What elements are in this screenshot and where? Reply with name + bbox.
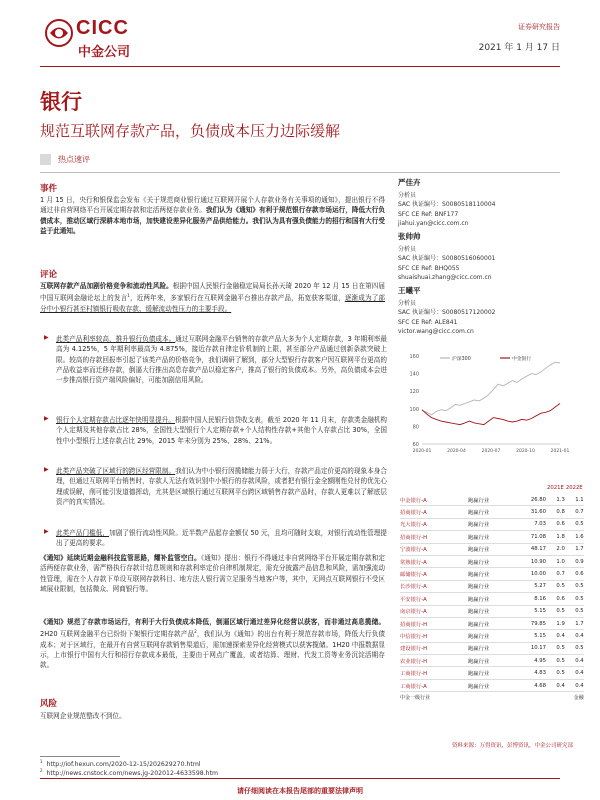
report-date: 2021 年 1 月 17 日: [478, 43, 560, 53]
analyst-sac: SAC 执证编号：S0080516060001: [398, 255, 496, 262]
table-cell: 0.5: [565, 518, 584, 530]
comment-paragraph-2: [40, 553, 385, 594]
table-cell: 跑赢行业: [468, 617, 522, 629]
table-cell: 71.08: [522, 531, 546, 543]
event-conclusion: 我们认为《通知》有利于规范银行存款市场运行，降低大行负债成本，推动区域行深耕本地市场，加快建设差异化服务产品供给能力。我们认为具有强负债能力的招行和国有大行受益于此通知。: [40, 206, 386, 235]
table-cell: 0.4: [546, 630, 565, 642]
x-tick-label: 2021-01: [550, 449, 570, 454]
comment-p1-text2: ，近两年来，多家银行在互联网金融平台推出存款产品，拓宽获客渠道，: [129, 294, 345, 303]
table-cell: 10.00: [522, 568, 546, 580]
table-cell: 0.4: [565, 655, 584, 667]
table-cell: 0.5: [565, 580, 584, 592]
bullet-lead: 此类产品利率较高，推升银行负债成本。: [56, 335, 176, 343]
tag-marker: [40, 154, 51, 165]
bullet-lead: 银行个人定期存款占比逐年快明显提升。: [56, 416, 175, 424]
table-cell[interactable]: 中信银行-H: [400, 630, 468, 642]
comment-p3-text2: ，我们认为《通知》的出台有利于规范存款市场，降低大行负债成本；对于区域行，在最开有自营互联网存款销售渠道后，需加速探索差异化经营模式以获客揽储。1H20 中报数据显示，上市银行中国有大行和招行存款成本最低，主要由于网点广覆盖，或者结算、理财、代发工资等业务沉淀活期存款。: [40, 630, 386, 670]
comment-p1-text: 根据中国人民银行金融稳定局局长孙天琦 2020 年 12 月 15 日在第四届中国互联网金融论坛上的发言: [40, 282, 385, 303]
triangle-bullet-icon: ▶: [44, 528, 49, 535]
table-cell: 1.3: [546, 494, 565, 506]
comment-title: 评论: [40, 270, 58, 280]
table-row: [400, 580, 584, 592]
table-cell[interactable]: 建设银行-H: [400, 642, 468, 654]
footnote-link[interactable]: http://iof.hexun.com/2020-12-15/202629270.html: [46, 761, 201, 769]
report-tag: 热点速评: [58, 155, 90, 164]
table-cell: 8.16: [522, 593, 546, 605]
analyst-sfc: SFC CE Ref: BHQ055: [398, 264, 460, 272]
bullet-lead: 此类产品突破了区域行的跨区经营限制。: [56, 467, 176, 475]
performance-chart: [400, 348, 570, 460]
event-title: 事件: [40, 184, 58, 194]
y-tick-label: 120: [409, 389, 419, 396]
table-cell: 0.9: [565, 555, 584, 567]
table-row: [400, 494, 584, 506]
table-cell[interactable]: 工商银行-H: [400, 667, 468, 679]
analyst-sac: SAC 执证编号：S0080518110004: [398, 201, 496, 208]
table-row: [400, 555, 584, 567]
table-cell[interactable]: 工商银行-A: [400, 679, 468, 691]
analyst-name: 王曦平: [398, 286, 421, 295]
table-cell: 跑赢行业: [468, 630, 522, 642]
table-cell: 0.7: [546, 568, 565, 580]
table-row: [400, 667, 584, 679]
table-cell: 7.03: [522, 518, 546, 530]
table-cell: 1.6: [565, 531, 584, 543]
table-header: [522, 482, 546, 494]
legal-disclaimer: 请仔细阅读在本报告尾部的重要法律声明: [237, 787, 363, 795]
table-cell: 1.0: [546, 555, 565, 567]
table-cell[interactable]: 邮储银行-A: [400, 568, 468, 580]
analyst-role: 分析员: [398, 245, 417, 253]
report-type: 证券研究报告: [518, 23, 560, 31]
table-cell: 0.4: [565, 630, 584, 642]
cicc-logo: [44, 14, 184, 60]
bullet-item: [44, 334, 387, 385]
comment-p2-lead: 《通知》延续近期金融科技监管思路，耀补监管空白。: [40, 554, 201, 562]
table-cell: 跑赢行业: [468, 593, 522, 605]
table-cell: 跑赢行业: [468, 555, 522, 567]
bullet-text: 通过互联网金融平台销售的存款产品大多为个人定期存款，3 年期利率最高为 4.125%，5 年期利率最高为 4.875%，接近存款自律定价机制的上限，甚至部分产品通过创新条款突破上限。较高的存款回报率引起了该类产品的价格竞争，我们调研了解到，部分大型银行存款客户因互联网平台更高的产品收益率而迁移存款，倒逼大行推出高息存款产品以稳定客户，推高了银行的负债成本。另外，高负债成本会进一步推高银行资产端风险偏好，可能加剧信用风险。: [56, 335, 387, 385]
table-header: 2021E: [547, 485, 564, 491]
chart-axes: [409, 354, 569, 454]
table-cell: 0.4: [546, 679, 565, 691]
table-cell: 31.60: [522, 506, 546, 518]
y-tick-label: 100: [409, 406, 419, 413]
footer-divider: [40, 778, 560, 779]
table-row: [400, 531, 584, 543]
table-cell: 79.85: [522, 617, 546, 629]
table-cell: 跑赢行业: [468, 506, 522, 518]
table-source: 资料来源：万得资讯，彭博资讯，中金公司研究部: [452, 743, 574, 749]
table-cell: 2.0: [546, 543, 565, 555]
x-tick-label: 2020-04: [447, 449, 466, 454]
comment-paragraph-3: [40, 617, 385, 671]
comment-paragraph-1: [40, 281, 385, 314]
table-note-sector: 金融: [573, 695, 584, 702]
table-cell[interactable]: 招商银行-H: [400, 617, 468, 629]
table-cell: 0.5: [546, 667, 565, 679]
table-row: [400, 605, 584, 617]
table-cell[interactable]: 平安银行-A: [400, 593, 468, 605]
footnote-1: [40, 759, 201, 768]
x-tick-label: 2020-10: [516, 449, 535, 454]
tag-divider: [40, 172, 560, 173]
header-divider: [40, 66, 560, 67]
table-header: [400, 482, 468, 494]
table-cell: 4.68: [522, 679, 546, 691]
comment-p1-lead: 互联网存款产品加剧价格竞争和流动性风险。: [40, 282, 173, 290]
table-cell[interactable]: 宁波银行-A: [400, 543, 468, 555]
table-cell: 跑赢行业: [468, 655, 522, 667]
footnote-2: [40, 768, 218, 777]
sector-title: 银行: [40, 90, 82, 114]
table-row: [400, 655, 584, 667]
table-row: [400, 617, 584, 629]
bullet-item: [44, 415, 387, 446]
x-tick-label: 2020-07: [481, 449, 501, 454]
table-row: [400, 630, 584, 642]
table-cell: 0.5: [546, 642, 565, 654]
triangle-bullet-icon: ▶: [44, 466, 49, 473]
table-cell[interactable]: 招商银行-H: [400, 531, 468, 543]
table-cell: 0.5: [565, 642, 584, 654]
table-cell: 48.17: [522, 543, 546, 555]
footnote-link[interactable]: http://news.cnstock.com/news,jg-202012-4633598.htm: [46, 770, 219, 778]
report-headline: 规范互联网存款产品，负债成本压力边际缓解: [40, 122, 341, 140]
table-cell: 0.5: [546, 580, 565, 592]
table-cell: 4.83: [522, 667, 546, 679]
y-tick-label: 140: [409, 371, 419, 378]
legend-label: 沪深300: [452, 357, 471, 362]
footnote-number: 1: [40, 759, 43, 764]
table-cell: 跑赢行业: [468, 494, 522, 506]
analyst-name: 严佳卉: [398, 178, 421, 187]
cicc-logo-icon: [44, 18, 74, 48]
table-cell: 1.9: [546, 617, 565, 629]
table-cell: 0.6: [565, 568, 584, 580]
series-line: [422, 404, 560, 425]
table-cell: 跑赢行业: [468, 543, 522, 555]
event-text: 1 月 15 日，央行和银保监会发布《关于规范商业银行通过互联网开展个人存款业务有关事项的通知》，提出银行不得通过非自营网络平台开展定期存款和定活两便存款业务。: [40, 196, 385, 215]
table-cell: 0.6: [546, 593, 565, 605]
table-cell: 0.8: [546, 506, 565, 518]
y-tick-label: 160: [409, 354, 419, 360]
risk-title: 风险: [40, 699, 58, 709]
analyst-sfc: SFC CE Ref: ALE841: [398, 318, 458, 326]
analyst-email[interactable]: victor.wang@cicc.com.cn: [398, 328, 474, 335]
table-cell[interactable]: 农业银行-H: [400, 655, 468, 667]
logo-text-en: CICC: [76, 17, 129, 39]
bullet-item: [44, 466, 387, 507]
table-cell: 5.15: [522, 605, 546, 617]
table-row: [400, 518, 584, 530]
table-cell: 跑赢行业: [468, 679, 522, 691]
table-cell: 1.1: [565, 494, 584, 506]
table-cell: 跑赢行业: [468, 642, 522, 654]
analyst-card: [398, 286, 495, 337]
coverage-table: [400, 482, 584, 704]
table-cell: 0.6: [546, 518, 565, 530]
bullet-text: 根据中国人民银行信贷收支表，截至 2020 年 11 月末，存款类金融机构个人定期及其他存款占比 28%，全国性大型银行个人定期存款+个人结构性存款+其他个人存款占比 30%，全国性中小型银行上述存款占比 29%，2015 年末分别为 25%、28%、21%。: [56, 416, 388, 445]
analyst-card: [398, 232, 495, 283]
table-row: [400, 593, 584, 605]
table-cell: 跑赢行业: [468, 605, 522, 617]
x-tick-label: 2020-01: [412, 449, 432, 454]
table-cell: 跑赢行业: [468, 518, 522, 530]
table-row: [400, 642, 584, 654]
table-cell: 5.27: [522, 580, 546, 592]
table-cell: 跑赢行业: [468, 568, 522, 580]
analyst-name: 张帅帅: [398, 232, 421, 241]
table-cell: 0.5: [565, 605, 584, 617]
triangle-bullet-icon: ▶: [44, 334, 49, 341]
analyst-email[interactable]: shuaishuai.zhang@cicc.com.cn: [398, 274, 492, 281]
bullet-lead: 此类产品门槛低，: [56, 529, 110, 537]
chart-legend: [440, 355, 531, 362]
table-cell: 1.7: [565, 617, 584, 629]
footnote-number: 2: [40, 768, 43, 773]
y-tick-label: 60: [412, 442, 419, 448]
table-header: [468, 482, 522, 494]
table-note: 中金一级行业: [400, 695, 431, 702]
comment-p1-underline: 逐渐成为了部分中小银行甚至村镇银行吸收存款、缓解流动性压力的主要手段。: [40, 294, 386, 313]
footnote-divider: [40, 756, 120, 757]
bullet-text: 加剧了银行流动性风险。近半数产品起存金额仅 50 元，且均可随时支取，对银行流动性管理提出了更高的要求。: [56, 529, 387, 548]
analyst-sfc: SFC CE Ref: BNF177: [398, 210, 459, 218]
comment-p2-text: 《通知》提出：银行不得通过非自营网络平台开展定期存款和定活两便存款业务，需严格执行存款计结息规则和存款利率定价自律机制规定，需充分披露产品信息和风险，需加强流动性管理，需在个人存款下单设互联网存款科目、地方法人银行需立足服务当地客户等，其中，无网点互联网银行不受区域展业限制，包括微众、网商银行等。: [40, 554, 386, 593]
legend-label: 中金银行: [512, 357, 532, 362]
table-cell: 跑赢行业: [468, 580, 522, 592]
table-cell[interactable]: 光大银行-A: [400, 518, 468, 530]
analyst-email[interactable]: jiahui.yan@cicc.com.cn: [398, 220, 469, 227]
table-cell: 10.90: [522, 555, 546, 567]
chart-lines: [422, 362, 560, 424]
table-cell: 26.80: [522, 494, 546, 506]
risk-text: 互联网企业规范整改不到位。: [40, 712, 126, 720]
bullet-item: [44, 528, 387, 549]
table-cell[interactable]: 长沙银行-A: [400, 580, 468, 592]
table-cell: 5.15: [522, 630, 546, 642]
table-row: [400, 506, 584, 518]
table-cell[interactable]: 招商银行-A: [400, 506, 468, 518]
footnote-ref-2[interactable]: 2: [194, 629, 197, 635]
table-header: 2022E: [565, 485, 583, 491]
table-cell: 0.4: [565, 679, 584, 691]
table-row: [400, 679, 584, 691]
table-cell: 0.5: [546, 605, 565, 617]
table-cell: 10.17: [522, 642, 546, 654]
table-cell[interactable]: 南京银行-A: [400, 605, 468, 617]
table-cell: 0.5: [565, 593, 584, 605]
footnote-ref-1[interactable]: 1: [127, 293, 130, 299]
series-line: [422, 362, 560, 415]
event-paragraph: [40, 195, 385, 236]
table-row: [400, 568, 584, 580]
table-cell: 跑赢行业: [468, 531, 522, 543]
table-cell: 0.4: [565, 667, 584, 679]
analyst-sac: SAC 执证编号：S0080517120002: [398, 309, 496, 316]
table-cell[interactable]: 常熟银行-A: [400, 555, 468, 567]
analyst-card: [398, 178, 495, 229]
table-header-row: [400, 482, 584, 494]
comment-p3-lead: 《通知》规范了存款市场运行，有利于大行负债成本降低，倒逼区域行通过差异化经营以获客，而非通过高息揽储。: [40, 618, 385, 626]
table-cell: 1.8: [546, 531, 565, 543]
logo-text-cn: 中金公司: [78, 45, 131, 60]
triangle-bullet-icon: ▶: [44, 415, 49, 422]
table-cell[interactable]: 中金银行-A: [400, 494, 468, 506]
analyst-role: 分析员: [398, 191, 417, 199]
analyst-role: 分析员: [398, 299, 417, 307]
table-row: [400, 543, 584, 555]
table-cell: 0.5: [546, 655, 565, 667]
table-cell: 跑赢行业: [468, 667, 522, 679]
bullet-text: 我们认为中小银行因揽储能力弱于大行，存款产品定价更高的现象本身合理，但通过互联网平台销售时，存款人无法有效识别中小银行的存款风险，或者把有银行金全额刚性兑付的优先心理或误解，削可能引发道德挥动，尤其是区域银行通过互联网平台跨区域销售存款产品时，存款人更难以了解底层资产的真实情况。: [56, 467, 388, 506]
table-cell: 0.7: [565, 506, 584, 518]
comment-p3-text: 2H20 互联网金融平台已纷纷下架银行定期存款产品: [40, 630, 195, 639]
table-cell: 1.7: [565, 543, 584, 555]
y-tick-label: 80: [412, 424, 419, 431]
table-cell: 4.95: [522, 655, 546, 667]
